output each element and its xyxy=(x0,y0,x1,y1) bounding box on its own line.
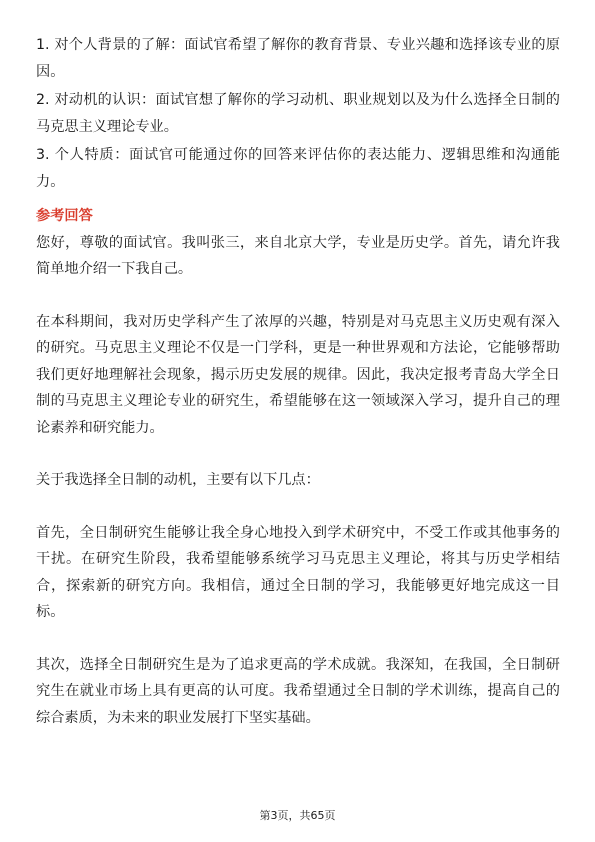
paragraph-spacer xyxy=(36,441,560,467)
paragraph-second-reason: 其次，选择全日制研究生是为了追求更高的学术成就。我深知，在我国，全日制研究生在就业市场上具有更高的认可度。我希望通过全日制的学术训练，提高自己的综合素质，为未来的职业发展打下坚实基础。 xyxy=(36,656,560,726)
paragraph-spacer xyxy=(36,494,560,520)
section-title-reference-answer: 参考回答 xyxy=(36,208,93,224)
page-number-footer: 第3页，共65页 xyxy=(259,809,336,822)
paragraph-spacer xyxy=(36,626,560,652)
paragraph-undergrad-interest: 在本科期间，我对历史学科产生了浓厚的兴趣，特别是对马克思主义历史观有深入的研究。马克思主义理论不仅是一门学科，更是一种世界观和方法论，它能够帮助我们更好地理解社会现象，揭示历史发展的规律。因此，我决定报考青岛大学全日制的马克思主义理论专业的研究生，希望能够在这一领域深入学习，提升自己的理论素养和研究能力。 xyxy=(36,313,560,436)
paragraph-greeting: 您好，尊敬的面试官。我叫张三，来自北京大学，专业是历史学。首先，请允许我简单地介绍一下我自己。 xyxy=(36,234,560,277)
list-item-background: 1. 对个人背景的了解：面试官希望了解你的教育背景、专业兴趣和选择该专业的原因。 xyxy=(36,37,560,80)
document-body xyxy=(36,32,560,731)
list-item-motivation: 2. 对动机的认识：面试官想了解你的学习动机、职业规划以及为什么选择全日制的马克思主义理论专业。 xyxy=(36,92,560,135)
paragraph-first-reason: 首先，全日制研究生能够让我全身心地投入到学术研究中，不受工作或其他事务的干扰。在研究生阶段，我希望能够系统学习马克思主义理论，将其与历史学相结合，探索新的研究方向。我相信，通过全日制的学习，我能够更好地完成这一目标。 xyxy=(36,524,560,620)
paragraph-spacer xyxy=(36,283,560,309)
list-item-traits: 3. 个人特质：面试官可能通过你的回答来评估你的表达能力、逻辑思维和沟通能力。 xyxy=(36,147,560,190)
paragraph-motivation-intro: 关于我选择全日制的动机，主要有以下几点： xyxy=(36,472,320,488)
